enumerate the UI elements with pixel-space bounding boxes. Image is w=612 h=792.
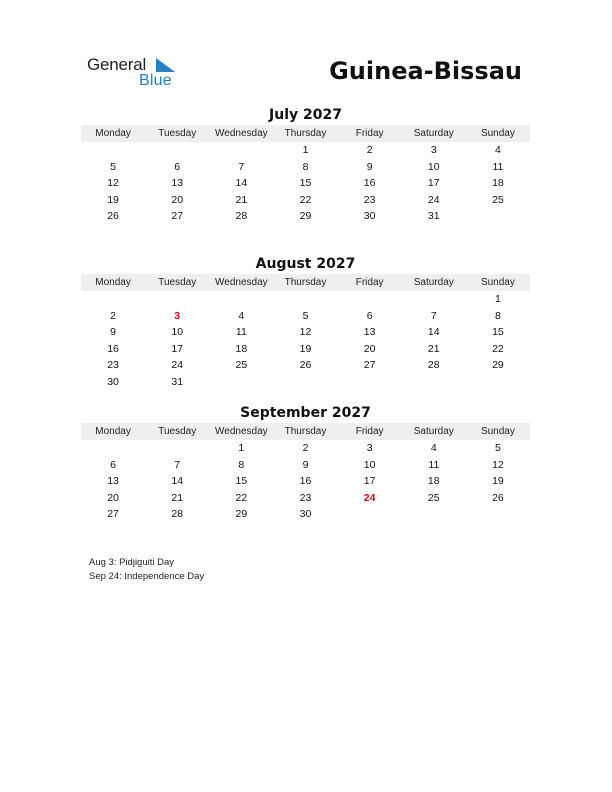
- week-row: [81, 192, 530, 209]
- month-august: [81, 255, 530, 391]
- day-cell: 11: [235, 326, 247, 339]
- day-cell: 20: [171, 193, 184, 206]
- day-cell: 4: [238, 309, 245, 322]
- day-cell: 17: [427, 177, 440, 190]
- day-cell: 17: [171, 342, 184, 355]
- day-cell: 20: [107, 491, 119, 504]
- week-row: [81, 440, 530, 457]
- week-row: [81, 473, 530, 490]
- day-cell: 19: [299, 342, 312, 355]
- week-row: [81, 308, 530, 325]
- day-cell: 22: [235, 491, 248, 504]
- weekday-label: Monday: [95, 277, 131, 288]
- day-cell: 14: [427, 326, 440, 339]
- day-cell: 28: [427, 359, 440, 372]
- day-cell: 19: [492, 475, 504, 488]
- weekday-label: Sunday: [480, 277, 515, 288]
- day-cell: 11: [428, 458, 440, 471]
- day-cell: 15: [299, 177, 312, 190]
- weekday-label: Monday: [95, 128, 131, 139]
- empty-day-cell: [338, 374, 402, 391]
- week-row: [81, 142, 530, 159]
- empty-day-cell: [209, 374, 273, 391]
- weekday-label: Wednesday: [215, 426, 268, 437]
- day-cell: 27: [107, 508, 119, 521]
- day-cell: 21: [235, 193, 248, 206]
- day-cell: 26: [299, 359, 312, 372]
- day-cell: 22: [492, 342, 504, 355]
- day-cell: 2: [110, 309, 116, 322]
- day-cell: 3: [430, 144, 437, 156]
- weekday-label: Tuesday: [158, 128, 197, 139]
- empty-day-cell: [466, 208, 530, 225]
- day-cell: 2: [366, 144, 373, 156]
- weekday-label: Saturday: [413, 277, 454, 288]
- week-row: [81, 175, 530, 192]
- day-cell: 26: [107, 210, 119, 223]
- empty-day-cell: [81, 142, 145, 159]
- day-cell: 12: [492, 458, 504, 471]
- empty-day-cell: [209, 142, 273, 159]
- day-cell: 2: [302, 442, 309, 454]
- weekday-label: Wednesday: [215, 128, 268, 139]
- empty-day-cell: [273, 291, 337, 308]
- week-row: [81, 357, 530, 374]
- day-cell: 29: [299, 210, 312, 223]
- day-cell: 30: [363, 210, 376, 223]
- day-cell: 20: [363, 342, 376, 355]
- empty-day-cell: [466, 374, 530, 391]
- empty-day-cell: [338, 291, 402, 308]
- day-cell: 5: [302, 309, 309, 322]
- empty-day-cell: [338, 506, 402, 523]
- empty-day-cell: [81, 291, 145, 308]
- empty-day-cell: [273, 374, 337, 391]
- week-row: [81, 159, 530, 176]
- weekday-label: Thursday: [284, 277, 327, 288]
- weekday-label: Thursday: [284, 128, 327, 139]
- day-cell: 12: [107, 177, 119, 190]
- day-cell: 8: [238, 458, 245, 471]
- day-cell: 30: [107, 375, 119, 388]
- day-cell: 30: [299, 508, 312, 521]
- week-row: [81, 374, 530, 391]
- day-cell: 31: [427, 210, 440, 223]
- empty-day-cell: [402, 506, 466, 523]
- weekday-label: Monday: [95, 426, 131, 437]
- day-cell: 28: [171, 508, 184, 521]
- day-cell: 22: [299, 193, 312, 206]
- holiday-day-cell: 24: [363, 491, 376, 504]
- day-cell: 11: [492, 160, 504, 173]
- week-row: [81, 291, 530, 308]
- day-cell: 23: [363, 193, 376, 206]
- day-cell: 25: [235, 359, 248, 372]
- day-cell: 7: [174, 458, 181, 471]
- month-september: [81, 404, 530, 523]
- week-row: [81, 341, 530, 358]
- weekday-label: Saturday: [413, 426, 454, 437]
- weekday-label: Friday: [355, 426, 384, 437]
- day-cell: 10: [171, 326, 184, 339]
- empty-day-cell: [402, 291, 466, 308]
- day-cell: 24: [427, 193, 440, 206]
- logo-triangle-icon: [156, 58, 175, 72]
- day-cell: 27: [363, 359, 376, 372]
- empty-day-cell: [81, 440, 145, 457]
- month-july: [81, 106, 530, 225]
- weekday-header: [81, 125, 530, 142]
- day-cell: 23: [299, 491, 312, 504]
- day-cell: 25: [492, 193, 504, 206]
- generalblue-logo: [87, 55, 197, 95]
- day-cell: 16: [363, 177, 376, 190]
- day-cell: 10: [427, 160, 440, 173]
- day-cell: 27: [171, 210, 184, 223]
- day-cell: 15: [492, 326, 504, 339]
- day-cell: 14: [171, 475, 184, 488]
- weekday-label: Sunday: [480, 426, 515, 437]
- day-cell: 15: [235, 475, 248, 488]
- month-title: July 2027: [269, 107, 342, 123]
- day-cell: 25: [427, 491, 440, 504]
- day-cell: 12: [299, 326, 312, 339]
- empty-day-cell: [145, 142, 209, 159]
- day-cell: 19: [107, 193, 119, 206]
- weekday-label: Friday: [355, 277, 384, 288]
- holiday-note: Sep 24: Independence Day: [89, 571, 205, 582]
- weekday-label: Tuesday: [158, 277, 197, 288]
- holiday-notes: [89, 556, 204, 584]
- day-cell: 16: [107, 342, 119, 355]
- day-cell: 8: [494, 309, 501, 322]
- day-cell: 21: [427, 342, 440, 355]
- empty-day-cell: [402, 374, 466, 391]
- logo-word-blue: Blue: [139, 72, 172, 89]
- logo-word-general: General: [87, 55, 147, 74]
- month-title: August 2027: [255, 256, 356, 272]
- day-cell: 8: [302, 160, 309, 173]
- empty-day-cell: [466, 506, 530, 523]
- empty-day-cell: [209, 291, 273, 308]
- empty-day-cell: [145, 440, 209, 457]
- holiday-day-cell: 3: [174, 309, 181, 322]
- day-cell: 9: [110, 326, 116, 339]
- day-cell: 10: [363, 458, 376, 471]
- day-cell: 18: [235, 342, 248, 355]
- week-row: [81, 208, 530, 225]
- weekday-label: Saturday: [413, 128, 454, 139]
- week-row: [81, 324, 530, 341]
- day-cell: 18: [427, 475, 440, 488]
- day-cell: 3: [366, 442, 373, 454]
- day-cell: 16: [299, 475, 312, 488]
- week-row: [81, 457, 530, 474]
- week-row: [81, 506, 530, 523]
- month-title: September 2027: [240, 405, 371, 421]
- day-cell: 17: [363, 475, 376, 488]
- day-cell: 26: [492, 491, 504, 504]
- day-cell: 29: [235, 508, 248, 521]
- day-cell: 14: [235, 177, 248, 190]
- weekday-label: Sunday: [480, 128, 515, 139]
- day-cell: 7: [238, 160, 245, 173]
- day-cell: 4: [430, 442, 437, 454]
- day-cell: 18: [492, 177, 504, 190]
- day-cell: 6: [110, 458, 116, 471]
- weekday-label: Friday: [355, 128, 384, 139]
- day-cell: 1: [302, 144, 309, 156]
- empty-day-cell: [145, 291, 209, 308]
- day-cell: 28: [235, 210, 248, 223]
- day-cell: 24: [171, 359, 184, 372]
- weekday-label: Tuesday: [158, 426, 197, 437]
- day-cell: 21: [171, 491, 184, 504]
- day-cell: 6: [174, 160, 181, 173]
- day-cell: 29: [492, 359, 504, 372]
- weekday-header: [81, 423, 530, 440]
- day-cell: 5: [494, 442, 501, 454]
- day-cell: 4: [494, 144, 501, 156]
- country-title: Guinea-Bissau: [329, 57, 522, 85]
- weekday-header: [81, 274, 530, 291]
- day-cell: 31: [171, 375, 184, 388]
- day-cell: 1: [238, 442, 245, 454]
- weekday-label: Wednesday: [215, 277, 268, 288]
- day-cell: 7: [430, 309, 437, 322]
- weekday-label: Thursday: [284, 426, 327, 437]
- day-cell: 13: [171, 177, 184, 190]
- day-cell: 6: [366, 309, 373, 322]
- day-cell: 5: [110, 160, 116, 173]
- day-cell: 1: [494, 293, 501, 305]
- day-cell: 23: [107, 359, 119, 372]
- day-cell: 13: [363, 326, 376, 339]
- holiday-note: Aug 3: Pidjiguiti Day: [89, 557, 175, 568]
- day-cell: 9: [302, 458, 309, 471]
- week-row: [81, 490, 530, 507]
- day-cell: 9: [366, 160, 373, 173]
- day-cell: 13: [107, 475, 119, 488]
